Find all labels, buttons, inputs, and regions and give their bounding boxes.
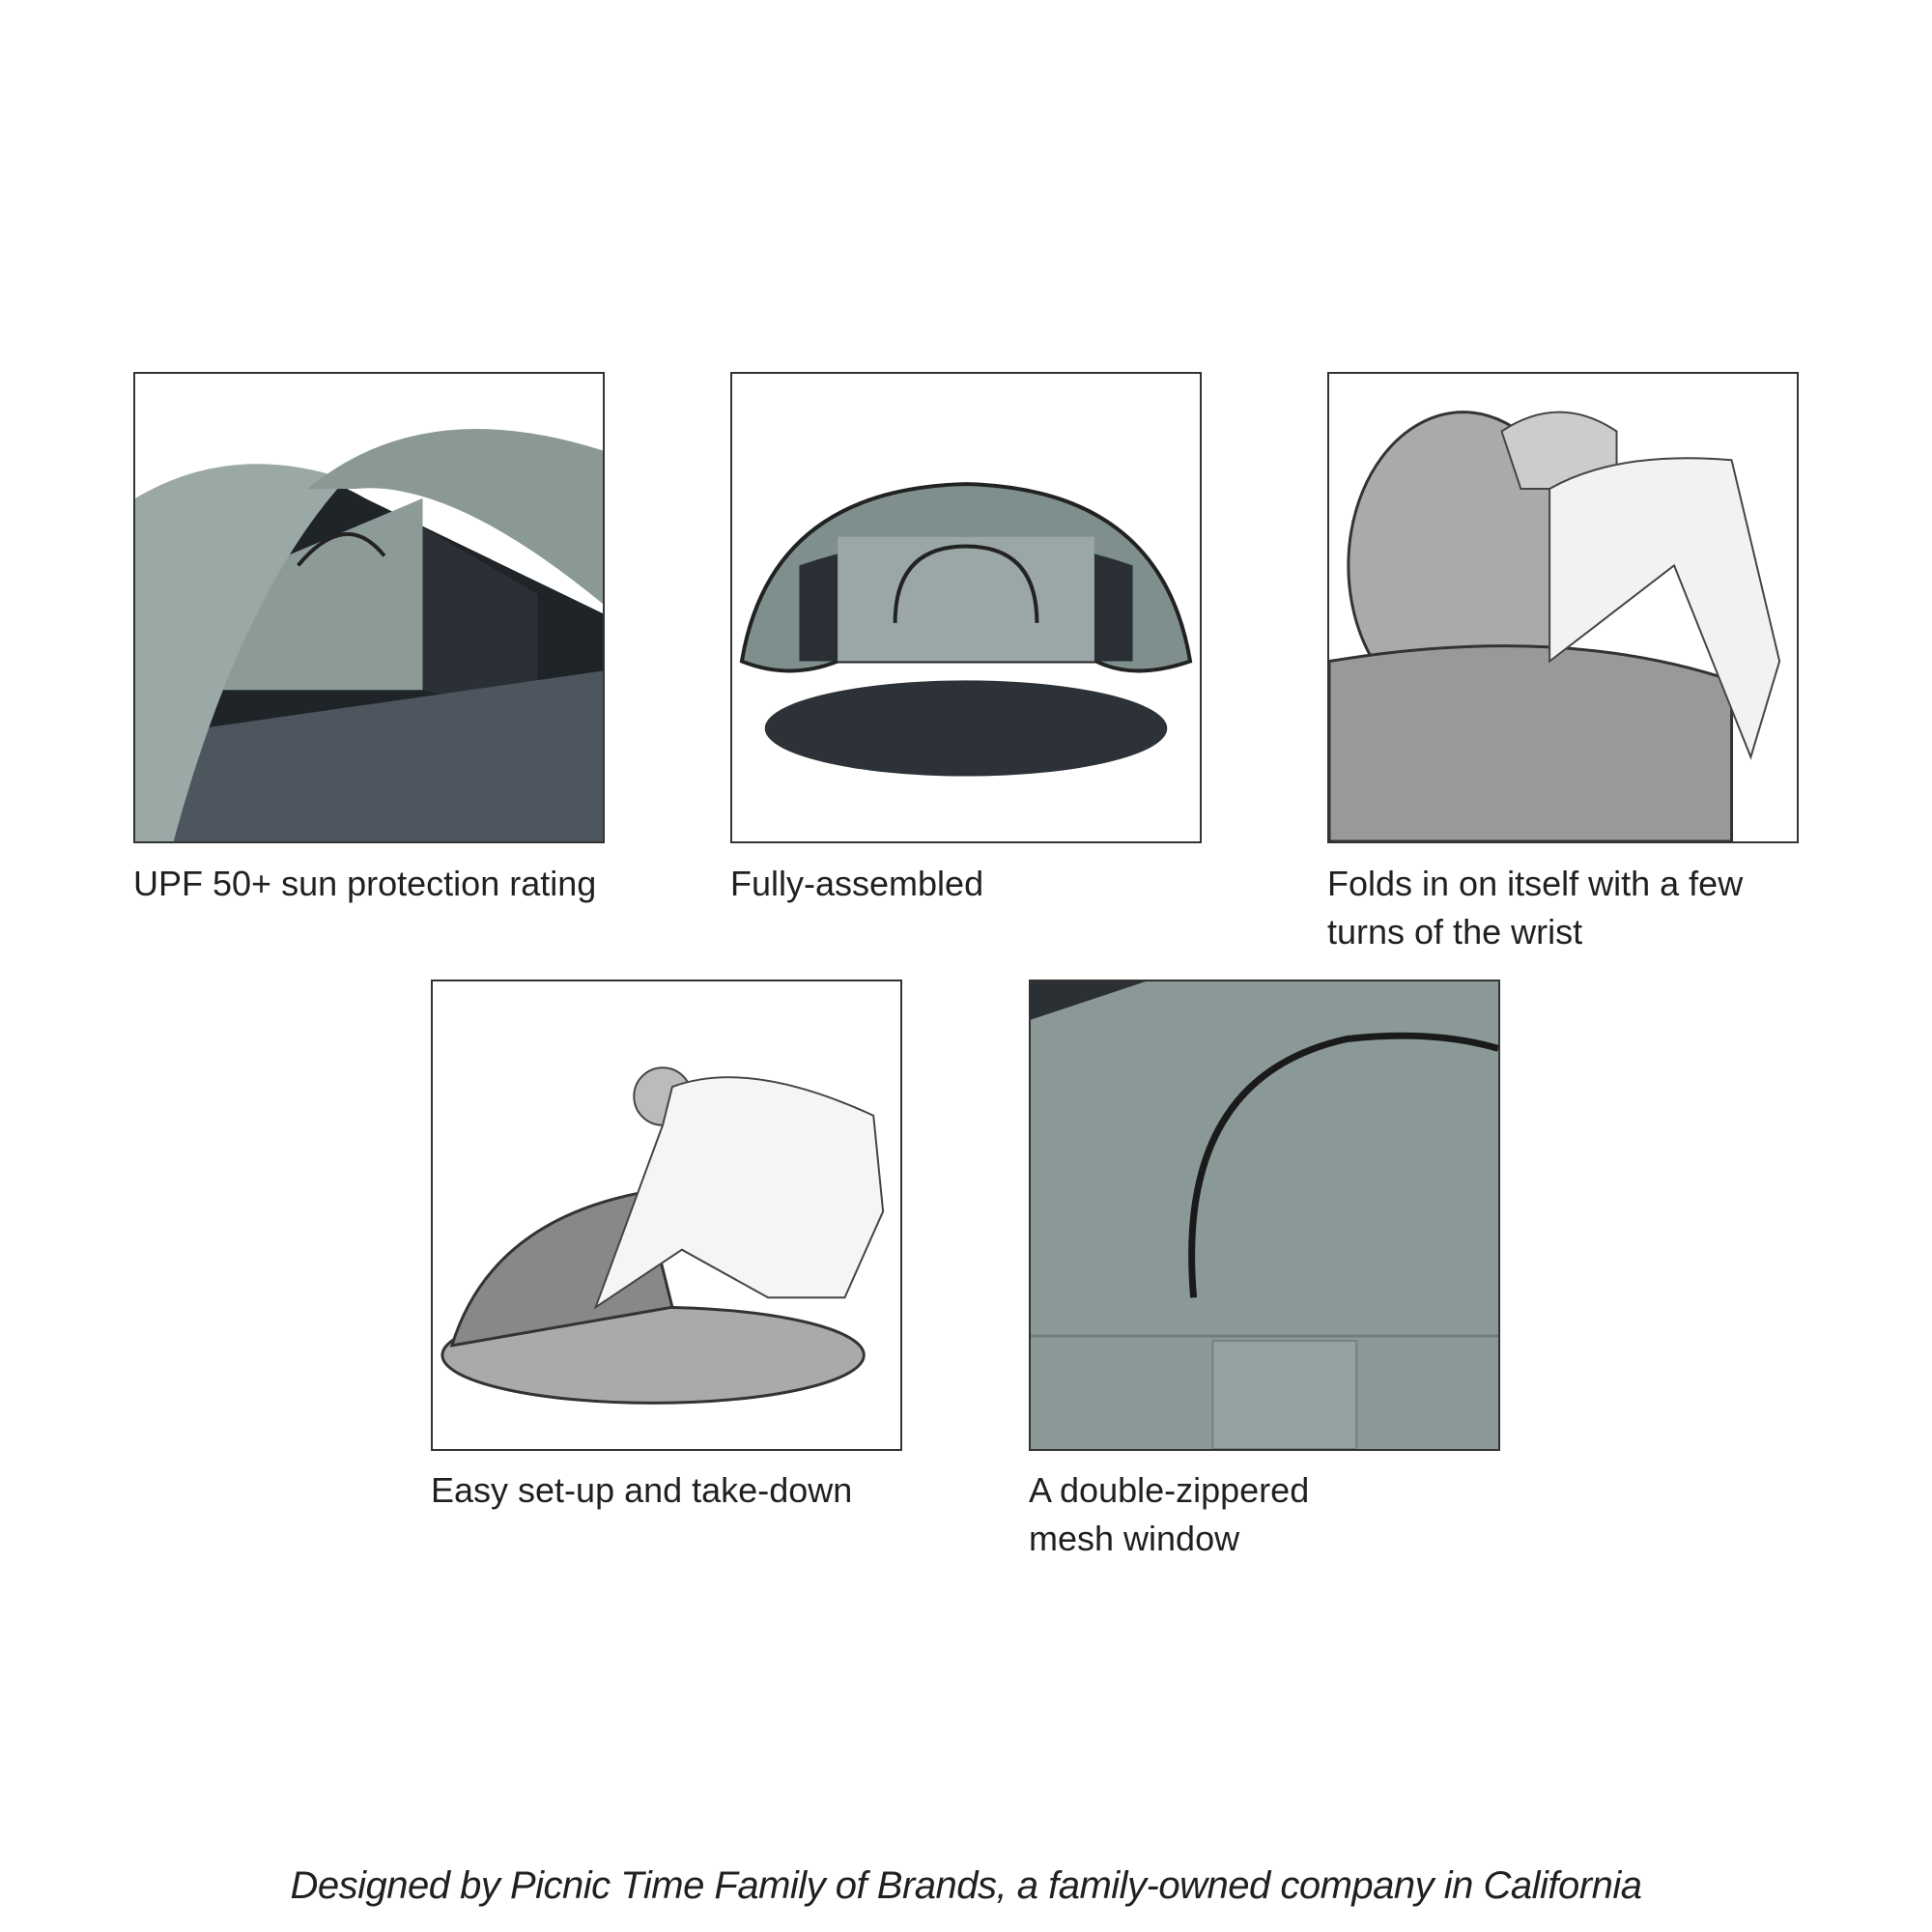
feature-caption-setup: Easy set-up and take-down <box>431 1470 853 1510</box>
zippered-window-closeup-image <box>1029 980 1500 1451</box>
caption-line: A double-zippered <box>1029 1470 1310 1510</box>
feature-caption-window <box>1029 1466 1570 1563</box>
fully-assembled-tent-image <box>730 372 1202 843</box>
brand-footer: Designed by Picnic Time Family of Brands, a family-owned company in California <box>290 1864 1642 1907</box>
feature-caption-folds <box>1327 860 1868 956</box>
caption-line: Folds in on itself with a few <box>1327 864 1744 903</box>
upf-tent-closeup-image <box>133 372 605 843</box>
setup-takedown-sketch-image <box>431 980 902 1451</box>
folding-tent-sketch-image <box>1327 372 1799 843</box>
caption-line: mesh window <box>1029 1519 1240 1558</box>
feature-caption-assembled: Fully-assembled <box>730 864 984 903</box>
feature-caption-upf: UPF 50+ sun protection rating <box>133 864 597 903</box>
caption-line: turns of the wrist <box>1327 912 1583 952</box>
